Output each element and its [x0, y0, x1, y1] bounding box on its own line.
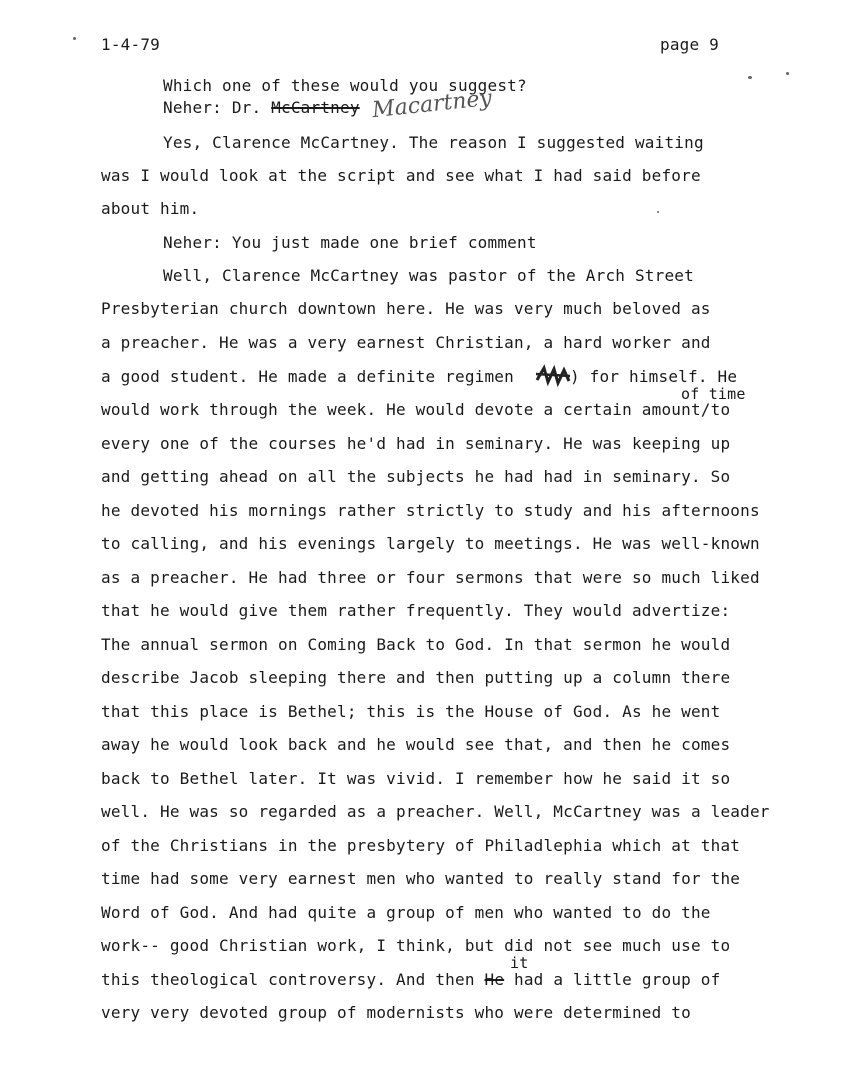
scribble-mark	[534, 364, 574, 388]
body-line-9: would work through the week. He would devote a certain amount/to	[101, 400, 731, 419]
handwritten-correction: Macartney	[371, 85, 494, 124]
body-line-18: that this place is Bethel; this is the House of God. As he went	[101, 702, 721, 721]
body-line-15: that he would give them rather frequently. They would advertize:	[101, 601, 731, 620]
insertion-of-time: of time	[681, 385, 746, 403]
body-line-12: he devoted his mornings rather strictly to study and his afternoons	[101, 501, 760, 520]
neher-prefix: Neher: Dr.	[163, 98, 272, 117]
body-line-1: Yes, Clarence McCartney. The reason I suggested waiting	[163, 133, 704, 152]
ink-speck	[657, 211, 659, 213]
body-line-24: Word of God. And had quite a group of men who wanted to do the	[101, 903, 711, 922]
body-line-14: as a preacher. He had three or four sermons that were so much liked	[101, 568, 760, 587]
body-line-3: about him.	[101, 199, 200, 218]
header-page-number: page 9	[660, 35, 719, 54]
body-line-8b: ) for himself. He	[570, 367, 738, 386]
intro-question: Which one of these would you suggest?	[163, 76, 527, 95]
body-line-22: of the Christians in the presbytery of Philadlephia which at that	[101, 836, 741, 855]
line-26-start: this theological controversy. And then	[101, 970, 485, 989]
body-line-6: Presbyterian church downtown here. He was very much beloved as	[101, 299, 711, 318]
body-line-4: Neher: You just made one brief comment	[163, 233, 537, 252]
body-line-16: The annual sermon on Coming Back to God. In that sermon he would	[101, 635, 731, 654]
line-26-end: had a little group of	[504, 970, 721, 989]
body-line-25: work-- good Christian work, I think, but did not see much use to	[101, 936, 731, 955]
ink-speck	[748, 76, 752, 79]
body-line-17: describe Jacob sleeping there and then putting up a column there	[101, 668, 731, 687]
struck-name: McCartney	[271, 98, 360, 117]
body-line-20: back to Bethel later. It was vivid. I remember how he said it so	[101, 769, 731, 788]
body-line-26	[101, 970, 720, 990]
body-line-27: very very devoted group of modernists who were determined to	[101, 1003, 691, 1022]
body-line-11: and getting ahead on all the subjects he had had in seminary. So	[101, 467, 731, 486]
ink-speck	[786, 72, 789, 75]
body-line-13: to calling, and his evenings largely to meetings. He was well-known	[101, 534, 760, 553]
body-line-5: Well, Clarence McCartney was pastor of the Arch Street	[163, 266, 694, 285]
body-line-10: every one of the courses he'd had in seminary. He was keeping up	[101, 434, 731, 453]
body-line-21: well. He was so regarded as a preacher. Well, McCartney was a leader	[101, 802, 770, 821]
struck-word-he: He	[484, 970, 505, 989]
insertion-it: it	[510, 954, 529, 972]
body-line-2: was I would look at the script and see what I had said before	[101, 166, 701, 185]
neher-line	[163, 98, 360, 118]
header-date: 1-4-79	[101, 35, 160, 54]
ink-speck	[73, 37, 76, 40]
body-line-19: away he would look back and he would see that, and then he comes	[101, 735, 731, 754]
body-line-7: a preacher. He was a very earnest Christian, a hard worker and	[101, 333, 711, 352]
body-line-8a: a good student. He made a definite regimen	[101, 367, 514, 386]
body-line-23: time had some very earnest men who wanted to really stand for the	[101, 869, 741, 888]
